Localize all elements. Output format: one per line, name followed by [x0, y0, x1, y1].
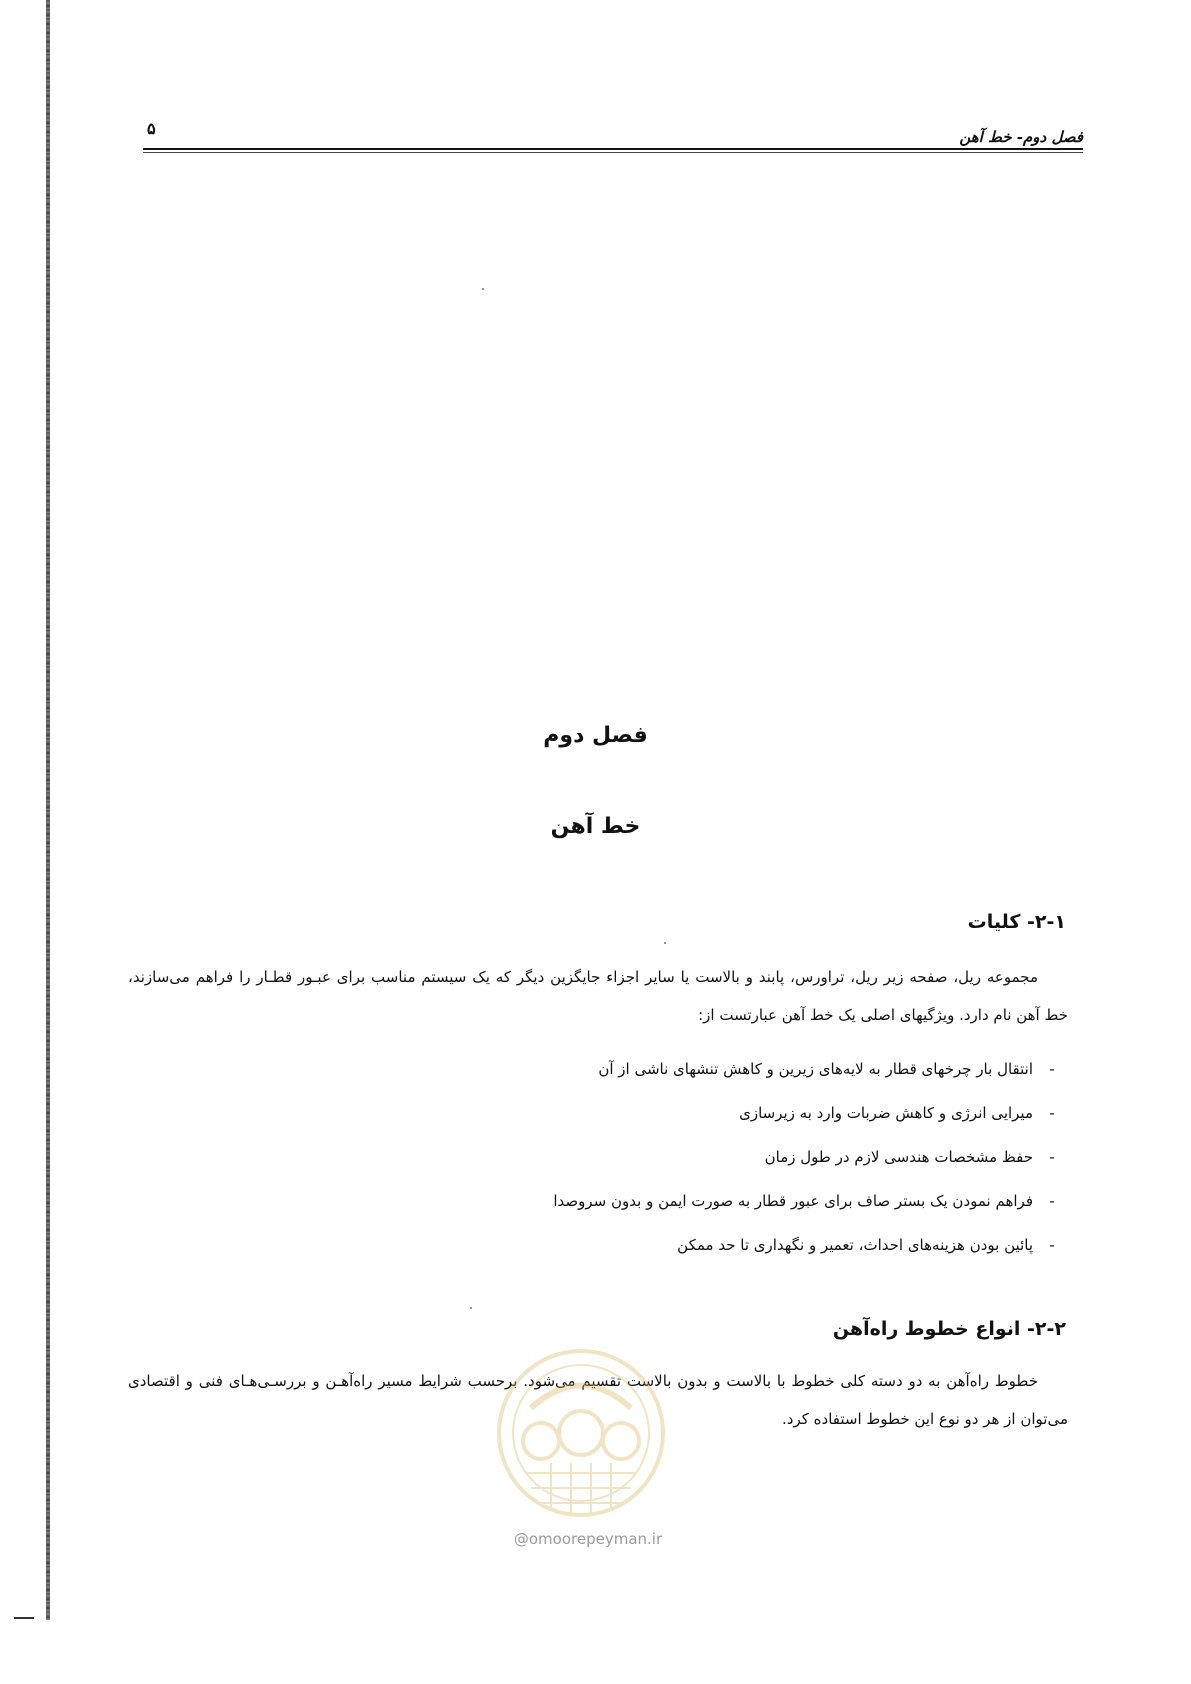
section-paragraph-overview: مجموعه ریل، صفحه زیر ریل، تراورس، پابند و بالاست یا سایر اجزاء جایگزین دیگر که یک سیستم مناسب برای عبـور قطـار را فراهم می‌سازند، خط آهن نام دارد. ویژگیهای اصلی یک خط آهن عبارتست از: — [128, 968, 1068, 1024]
scan-edge — [46, 0, 50, 1620]
list-item — [243, 1047, 1063, 1091]
bullet-dash: - — [1049, 1236, 1055, 1254]
page-header — [143, 118, 1083, 158]
list-item — [243, 1091, 1063, 1135]
list-item-text: میرایی انرژی و کاهش ضربات وارد به زیرسازی — [739, 1104, 1033, 1122]
running-title: فصل دوم- خط آهن — [959, 128, 1083, 146]
list-item-text: فراهم نمودن یک بستر صاف برای عبور قطار به صورت ایمن و بدون سروصدا — [553, 1192, 1033, 1210]
scan-speck — [470, 1307, 472, 1309]
list-item — [243, 1135, 1063, 1179]
header-rule — [143, 148, 1083, 150]
watermark-logo-icon — [486, 1323, 676, 1553]
bullet-dash: - — [1049, 1192, 1055, 1210]
page-number: ۵ — [147, 119, 156, 138]
section-heading-overview: ۲-۱- کلیات — [967, 911, 1066, 933]
list-item — [243, 1223, 1063, 1267]
features-list — [243, 1047, 1063, 1267]
scan-edge-mark — [14, 1617, 34, 1619]
section-paragraph-track-types: خطوط راه‌آهن به دو دسته کلی خطوط با بالاست و بدون بالاست تقسیم می‌شود. برحسب شرایط مسیر راه‌آهـن و بررسـی‌هـای فنی و اقتصادی می‌توان از هر دو نوع این خطوط استفاده کرد. — [128, 1372, 1068, 1428]
scan-speck — [482, 288, 484, 290]
chapter-label: فصل دوم — [543, 723, 648, 748]
list-item-text: پائین بودن هزینه‌های احداث، تعمیر و نگهداری تا حد ممکن — [677, 1236, 1033, 1254]
list-item — [243, 1179, 1063, 1223]
list-item-text: انتقال بار چرخهای قطار به لایه‌های زیرین و کاهش تنشهای ناشی از آن — [598, 1060, 1033, 1078]
bullet-dash: - — [1049, 1104, 1055, 1122]
bullet-dash: - — [1049, 1060, 1055, 1078]
scan-speck — [664, 942, 666, 944]
chapter-title: خط آهن — [550, 814, 641, 839]
watermark-text: @omoorepeyman.ir — [513, 1530, 663, 1548]
header-rule-thin — [143, 152, 1083, 153]
bullet-dash: - — [1049, 1148, 1055, 1166]
list-item-text: حفظ مشخصات هندسی لازم در طول زمان — [764, 1148, 1033, 1166]
section-heading-track-types: ۲-۲- انواع خطوط راه‌آهن — [832, 1318, 1066, 1340]
